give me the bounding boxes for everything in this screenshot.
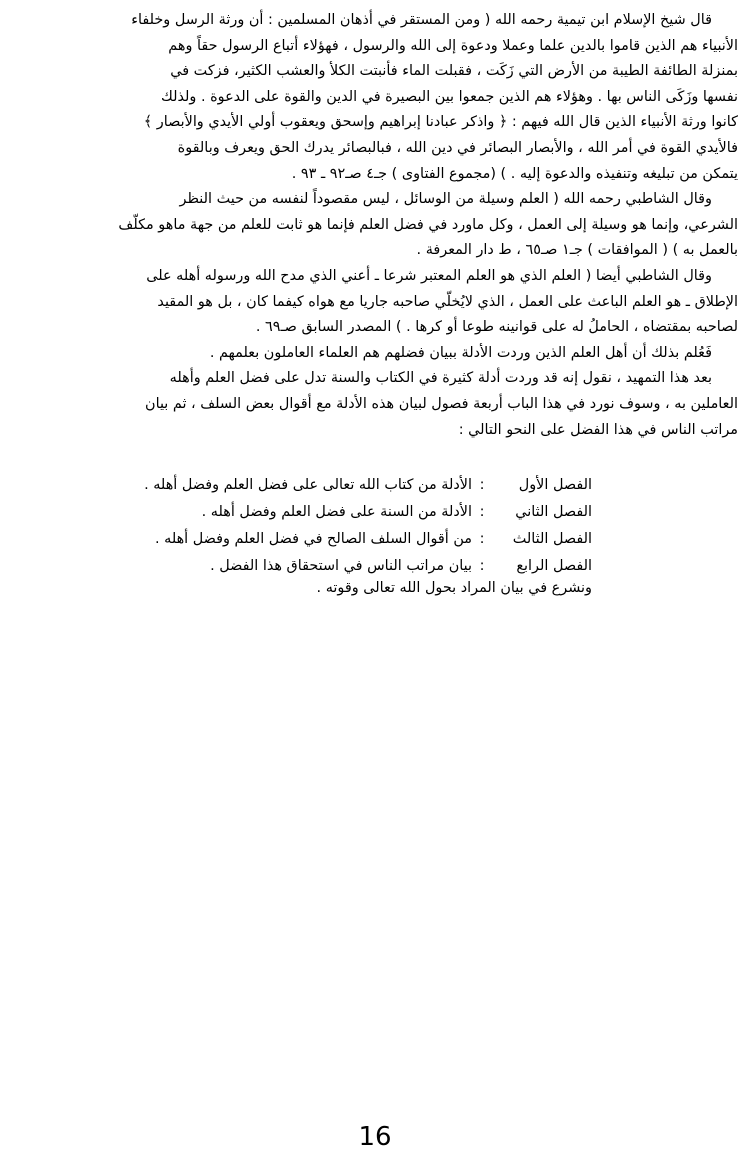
text-line: فالأيدي القوة في أمر الله ، والأبصار البصائر في دين الله ، فبالبصائر يدرك الحق ويعرف وبالقوة xyxy=(177,139,738,156)
paragraph-ibn-taymiyyah-quote xyxy=(12,8,738,187)
text-line: فَعُلم بذلك أن أهل العلم الذين وردت الأدلة ببيان فضلهم هم العلماء العاملون بعلمهم . xyxy=(209,344,712,361)
chapter-list xyxy=(144,472,592,580)
chapter-separator: : xyxy=(479,504,485,520)
text-line: الإطلاق ـ هو العلم الباعث على العمل ، الذي لايُخلّي صاحبه جاريا مع هواه كيفما كان ، بل هو المقيد xyxy=(157,293,738,310)
page-number: 16 xyxy=(358,1122,392,1152)
chapter-item xyxy=(144,499,592,526)
body-text xyxy=(12,8,738,443)
chapter-name: الفصل الرابع xyxy=(516,558,592,574)
text-line: بعد هذا التمهيد ، نقول إنه قد وردت أدلة كثيرة في الكتاب والسنة تدل على فضل العلم وأهله xyxy=(169,370,712,387)
paragraph-shatibi-quote-2 xyxy=(12,264,738,341)
paragraph-conclusion xyxy=(12,341,738,367)
closing-line: ونشرع في بيان المراد بحول الله تعالى وقوته . xyxy=(316,580,592,596)
text-line: الأنبياء هم الذين قاموا بالدين علما وعملا ودعوة إلى الله والرسول ، فهؤلاء أتباع الرسول حقاً وهم xyxy=(168,37,738,54)
chapter-name: الفصل الثاني xyxy=(515,504,592,520)
text-line: مراتب الناس في هذا الفضل على النحو التالي : xyxy=(458,421,738,438)
text-line: العاملين به ، وسوف نورد في هذا الباب أربعة فصول لبيان هذه الأدلة مع أقوال بعض السلف ، ثم بيان xyxy=(145,395,738,412)
text-line: نفسها وزَكَى الناس بها . وهؤلاء هم الذين جمعوا بين البصيرة في الدين والقوة على الدعوة . ولذلك xyxy=(160,88,738,105)
text-line: الشرعي، وإنما هو وسيلة إلى العمل ، وكل ماورد في فضل العلم فإنما هو ثابت للعلم من جهة ماهو مكلّف xyxy=(118,216,738,233)
text-line: بمنزلة الطائفة الطيبة من الأرض التي زَكَت ، فقبلت الماء فأنبتت الكلأ والعشب الكثير، فزكت في xyxy=(170,63,738,80)
text-line: بالعمل به ) ( الموافقات ) جـ١ صـ٦٥ ، ط دار المعرفة . xyxy=(416,242,738,259)
chapter-separator: : xyxy=(479,477,485,493)
text-line: يتمكن من تبليغه وتنفيذه والدعوة إليه . ) (مجموع الفتاوى ) جـ٤ صـ٩٢ ـ ٩٣ . xyxy=(291,165,738,182)
text-line: كانوا ورثة الأنبياء الذين قال الله فيهم : ﴿ واذكر عبادنا إبراهيم وإسحق ويعقوب أولي الأيدي والأبصار ﴾ xyxy=(143,114,738,131)
paragraph-introduction xyxy=(12,366,738,443)
chapter-separator: : xyxy=(479,531,485,547)
text-line: قال شيخ الإسلام ابن تيمية رحمه الله ( ومن المستقر في أذهان المسلمين : أن ورثة الرسل وخلفاء xyxy=(131,12,712,28)
text-line: وقال الشاطبي رحمه الله ( العلم وسيلة من الوسائل ، ليس مقصوداً لنفسه من حيث النظر xyxy=(179,191,712,208)
chapter-name: الفصل الأول xyxy=(518,477,592,493)
text-line: وقال الشاطبي أيضا ( العلم الذي هو العلم المعتبر شرعا ـ أعني الذي مدح الله ورسوله أهله على xyxy=(146,267,712,284)
chapter-item xyxy=(144,472,592,499)
chapter-separator: : xyxy=(479,558,485,574)
paragraph-shatibi-quote-1 xyxy=(12,187,738,264)
chapter-item xyxy=(144,553,592,580)
chapter-name: الفصل الثالث xyxy=(512,531,592,547)
text-line: لصاحبه بمقتضاه ، الحاملُ له على قوانينه طوعا أو كرها . ) المصدر السابق صـ٦٩ . xyxy=(255,319,738,336)
chapter-text: بيان مراتب الناس في استحقاق هذا الفضل . xyxy=(210,558,472,574)
chapter-text: من أقوال السلف الصالح في فضل العلم وفضل أهله . xyxy=(154,531,472,547)
chapter-text: الأدلة من السنة على فضل العلم وفضل أهله . xyxy=(201,504,472,520)
chapter-item xyxy=(144,526,592,553)
chapter-text: الأدلة من كتاب الله تعالى على فضل العلم وفضل أهله . xyxy=(144,477,472,493)
